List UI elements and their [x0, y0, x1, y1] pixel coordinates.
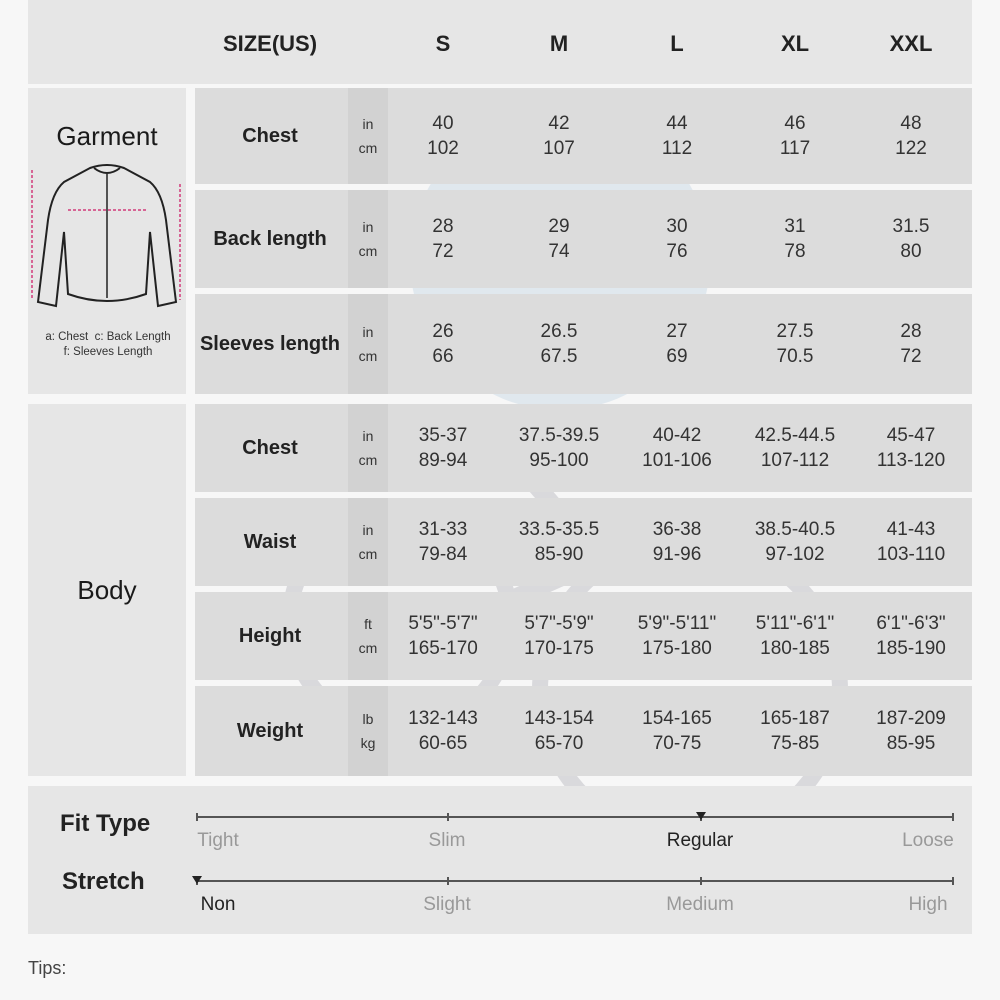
value-text: 41-43	[886, 519, 936, 540]
garment-value-cell	[853, 294, 969, 394]
garment-value-cell	[501, 190, 617, 288]
body-value-cell	[853, 498, 969, 586]
garment-value-cell	[619, 88, 735, 184]
body-units-0	[348, 404, 388, 492]
garment-value-cell	[619, 190, 735, 288]
fit_type-level-regular: Regular	[666, 830, 734, 851]
body-value-cell	[385, 498, 501, 586]
value-text: 165-170	[408, 638, 478, 659]
fit-type-title: Fit Type	[60, 810, 151, 837]
value-text: 101-106	[642, 450, 712, 471]
value-text: 180-185	[760, 638, 830, 659]
value-text: 74	[548, 241, 570, 262]
body-value-cell	[385, 686, 501, 776]
legend-back-length: c: Back Length	[94, 331, 171, 343]
legend-chest: a: Chest	[45, 331, 89, 343]
body-value-cell	[501, 592, 617, 680]
fit_type-tick	[196, 813, 198, 821]
value-text: 65-70	[534, 733, 584, 754]
size-header-2: L	[670, 31, 684, 56]
value-text: 42.5-44.5	[754, 425, 836, 446]
unit-label: kg	[360, 735, 376, 751]
value-text: 85-95	[886, 733, 936, 754]
value-text: 76	[666, 241, 688, 262]
fit_type-scale-line	[196, 816, 954, 818]
garment-units-0	[348, 88, 388, 184]
unit-label: cm	[358, 140, 378, 156]
garment-value-cell	[385, 190, 501, 288]
tips-label: Tips:	[28, 958, 67, 978]
body-value-cell	[501, 498, 617, 586]
body-value-cell	[619, 686, 735, 776]
stretch-level-non: Non	[200, 894, 236, 915]
garment-value-cell	[501, 294, 617, 394]
unit-label: ft	[364, 616, 372, 632]
body-value-cell	[853, 592, 969, 680]
value-text: 5'11"-6'1"	[755, 613, 835, 634]
value-text: 79-84	[418, 544, 468, 565]
value-text: 102	[427, 138, 459, 159]
body-value-cell	[501, 686, 617, 776]
value-text: 36-38	[652, 519, 702, 540]
fit_type-level-loose: Loose	[902, 830, 954, 851]
fit_type-tick	[447, 813, 449, 821]
value-text: 72	[900, 346, 922, 367]
size-header-3: XL	[780, 31, 810, 56]
stretch-level-high: High	[908, 894, 948, 915]
body-value-cell	[385, 592, 501, 680]
body-value-cell	[385, 404, 501, 492]
value-text: 91-96	[652, 544, 702, 565]
body-value-cell	[737, 404, 853, 492]
fit_type-level-slim: Slim	[428, 830, 466, 851]
unit-label: lb	[362, 711, 374, 727]
value-text: 107-112	[760, 450, 830, 471]
body-units-2	[348, 592, 388, 680]
value-text: 70.5	[776, 346, 814, 367]
unit-label: cm	[358, 546, 378, 562]
value-text: 60-65	[418, 733, 468, 754]
value-text: 45-47	[886, 425, 936, 446]
body-value-cell	[853, 404, 969, 492]
value-text: 117	[779, 138, 811, 159]
value-text: 78	[784, 241, 806, 262]
value-text: 28	[432, 216, 454, 237]
stretch-title: Stretch	[62, 868, 145, 895]
body-value-cell	[737, 592, 853, 680]
size-header-1: M	[549, 31, 569, 56]
value-text: 97-102	[765, 544, 825, 565]
value-text: 122	[895, 138, 927, 159]
unit-label: in	[362, 324, 374, 340]
body-value-cell	[737, 498, 853, 586]
value-text: 40	[432, 113, 454, 134]
legend-sleeves-length: f: Sleeves Length	[63, 346, 153, 358]
stretch-selected-marker	[192, 876, 202, 884]
unit-label: in	[362, 219, 374, 235]
value-text: 70-75	[652, 733, 702, 754]
garment-value-cell	[619, 294, 735, 394]
value-text: 30	[666, 216, 688, 237]
unit-label: cm	[358, 243, 378, 259]
value-text: 69	[666, 346, 688, 367]
body-units-1	[348, 498, 388, 586]
garment-row-label-1: Back length	[213, 227, 327, 250]
value-text: 80	[900, 241, 922, 262]
value-text: 26	[432, 321, 454, 342]
unit-label: in	[362, 522, 374, 538]
garment-title: Garment	[56, 120, 158, 151]
value-text: 26.5	[540, 321, 578, 342]
fit_type-selected-marker	[696, 812, 706, 820]
size-header-0: S	[435, 31, 451, 56]
value-text: 107	[543, 138, 575, 159]
garment-units-2	[348, 294, 388, 394]
value-text: 143-154	[524, 708, 594, 729]
body-value-cell	[619, 592, 735, 680]
garment-value-cell	[501, 88, 617, 184]
size-label: SIZE(US)	[222, 31, 318, 56]
value-text: 42	[548, 113, 570, 134]
value-text: 165-187	[760, 708, 830, 729]
body-row-label-3: Weight	[236, 719, 304, 742]
unit-label: in	[362, 116, 374, 132]
garment-value-cell	[737, 88, 853, 184]
unit-label: in	[362, 428, 374, 444]
unit-label: cm	[358, 640, 378, 656]
value-text: 85-90	[534, 544, 584, 565]
value-text: 5'5"-5'7"	[408, 613, 478, 634]
stretch-level-slight: Slight	[423, 894, 471, 915]
value-text: 40-42	[652, 425, 702, 446]
value-text: 29	[548, 216, 570, 237]
value-text: 112	[661, 138, 693, 159]
garment-row-label-0: Chest	[242, 124, 298, 147]
body-title: Body	[77, 574, 137, 605]
size-header-4: XXL	[889, 31, 933, 56]
body-units-3	[348, 686, 388, 776]
garment-value-cell	[853, 190, 969, 288]
value-text: 38.5-40.5	[754, 519, 836, 540]
fit_type-level-tight: Tight	[197, 830, 239, 851]
body-value-cell	[853, 686, 969, 776]
value-text: 5'9"-5'11"	[637, 613, 717, 634]
value-text: 44	[666, 113, 688, 134]
body-value-cell	[501, 404, 617, 492]
stretch-tick	[700, 877, 702, 885]
value-text: 35-37	[418, 425, 468, 446]
value-text: 187-209	[876, 708, 946, 729]
value-text: 95-100	[529, 450, 589, 471]
value-text: 103-110	[876, 544, 946, 565]
value-text: 28	[900, 321, 922, 342]
value-text: 31-33	[418, 519, 468, 540]
fit-section	[28, 786, 972, 934]
jacket-diagram-icon	[28, 160, 186, 310]
garment-value-cell	[737, 294, 853, 394]
value-text: 132-143	[408, 708, 478, 729]
stretch-level-medium: Medium	[666, 894, 734, 915]
value-text: 185-190	[876, 638, 946, 659]
value-text: 27.5	[776, 321, 814, 342]
value-text: 31.5	[892, 216, 930, 237]
garment-value-cell	[853, 88, 969, 184]
value-text: 67.5	[540, 346, 578, 367]
unit-label: cm	[358, 452, 378, 468]
value-text: 48	[900, 113, 922, 134]
stretch-tick	[952, 877, 954, 885]
value-text: 175-180	[642, 638, 712, 659]
value-text: 154-165	[642, 708, 712, 729]
body-row-label-2: Height	[238, 624, 302, 647]
garment-row-label-2: Sleeves length	[199, 332, 341, 355]
garment-value-cell	[385, 294, 501, 394]
unit-label: cm	[358, 348, 378, 364]
garment-legend	[30, 330, 186, 360]
value-text: 6'1"-6'3"	[876, 613, 946, 634]
garment-value-cell	[737, 190, 853, 288]
value-text: 27	[666, 321, 688, 342]
body-value-cell	[619, 404, 735, 492]
value-text: 66	[432, 346, 454, 367]
value-text: 46	[784, 113, 806, 134]
value-text: 5'7"-5'9"	[524, 613, 594, 634]
value-text: 113-120	[876, 450, 946, 471]
fit_type-tick	[952, 813, 954, 821]
value-text: 89-94	[418, 450, 468, 471]
body-row-label-0: Chest	[242, 436, 298, 459]
value-text: 31	[784, 216, 806, 237]
garment-units-1	[348, 190, 388, 288]
garment-value-cell	[385, 88, 501, 184]
value-text: 72	[432, 241, 454, 262]
body-value-cell	[737, 686, 853, 776]
value-text: 37.5-39.5	[518, 425, 600, 446]
value-text: 75-85	[770, 733, 820, 754]
stretch-scale-line	[196, 880, 954, 882]
body-value-cell	[619, 498, 735, 586]
value-text: 170-175	[524, 638, 594, 659]
value-text: 33.5-35.5	[518, 519, 600, 540]
body-row-label-1: Waist	[243, 530, 297, 553]
stretch-tick	[447, 877, 449, 885]
